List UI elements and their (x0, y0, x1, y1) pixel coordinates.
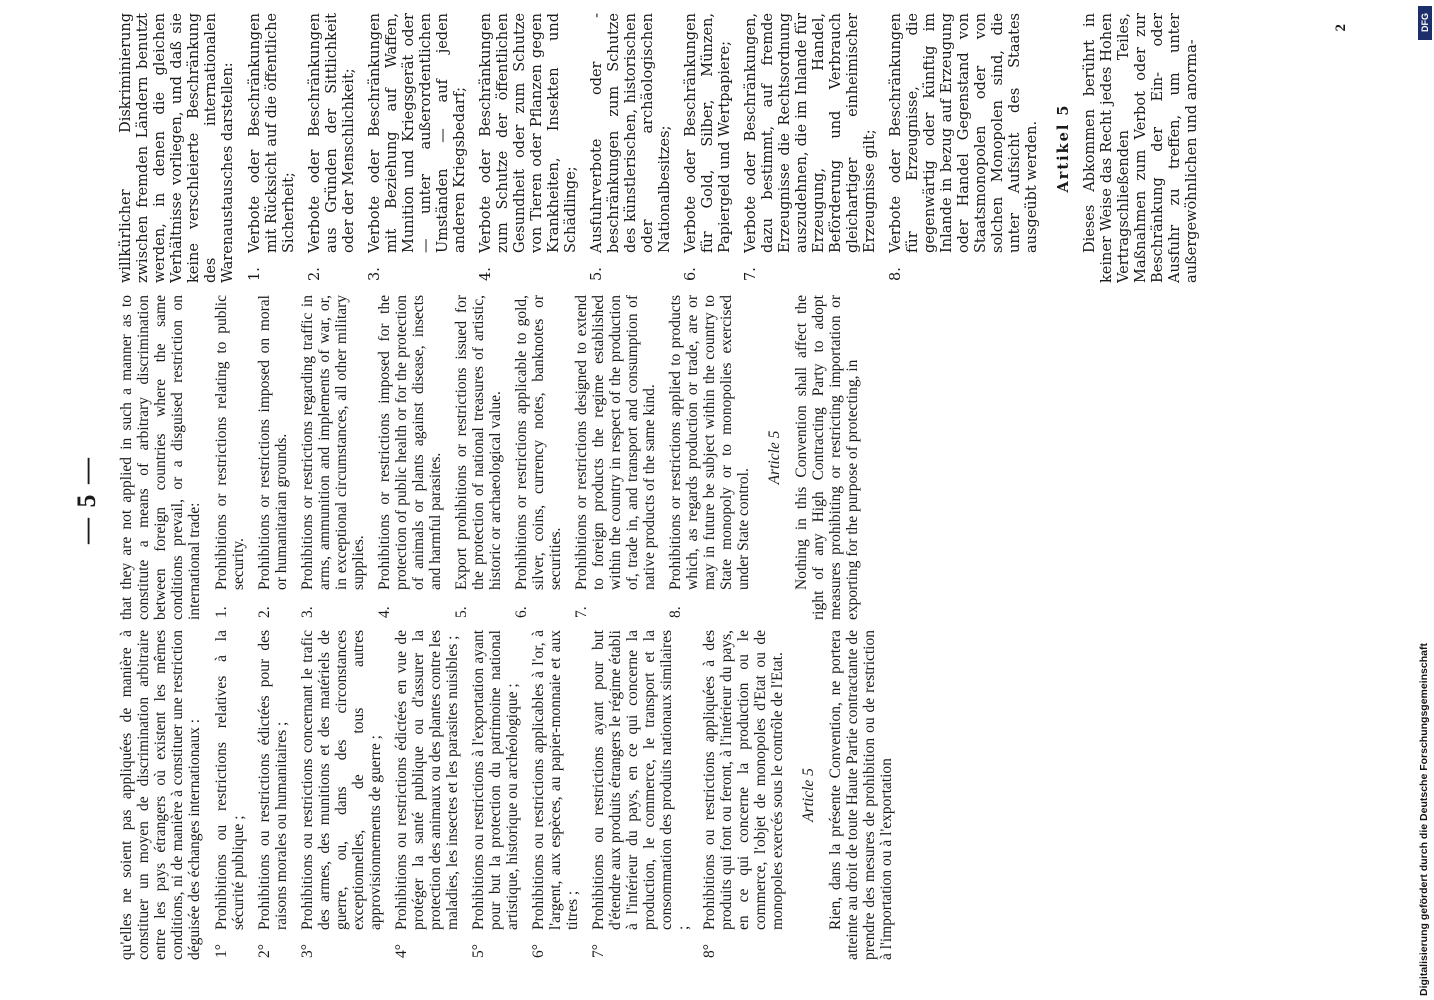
item-number: 7. (743, 267, 759, 281)
english-article-text: Nothing in this Convention shall affect the right of any High Contracting Party to adopt measures prohibiting or restricting importation or exporting for the purpose of protecting, in (793, 295, 861, 620)
item-text: Prohibitions ou restrictions concernant le trafic des armes, des munitions et des matériels de guerre, ou, dans des circonstances exceptionnelles, de tous autres approvisionnements de guerre ; (299, 630, 384, 930)
item-text: Verbote oder Beschränkungen mit Rücksicht auf die öffentliche Sicherheit; (247, 13, 297, 253)
item-text: Verbote oder Beschränkungen, dazu bestimmt, auf fremde Erzeugnisse die Rechtsordnung auszudehnen, die im Inlande für Erzeugung, Handel, Beförderung und Verbrauch gleichartiger einheimischer Erzeugnisse gilt; (743, 13, 878, 253)
german-article-text: Dieses Abkommen berührt in keiner Weise das Recht jedes Hohen Vertragschließenden Teiles, Maßnahmen zum Verbot oder zur Beschränkung der Ein- oder Ausfuhr zu treffen, um unter außergewöhnlichen und anorma- (1082, 13, 1200, 283)
english-column (118, 295, 1330, 620)
item-number: 2° (256, 944, 273, 958)
dfg-logo: DFG (1418, 6, 1432, 40)
item-number: 7° (590, 944, 607, 958)
item-number: 1. (247, 267, 263, 281)
german-item (307, 13, 358, 283)
german-item (683, 13, 734, 283)
item-number: 6. (683, 267, 699, 281)
french-item (470, 630, 521, 960)
item-number: 7. (573, 606, 590, 618)
item-number: 8. (888, 267, 904, 281)
english-items (213, 295, 752, 620)
item-text: Verbote oder Beschränkungen zum Schutze der öffentlichen Gesundheit oder zum Schutze von Tieren oder Pflanzen gegen Krankheiten, Insekten und Schädlinge; (478, 13, 579, 253)
french-item (393, 630, 461, 960)
item-number: 3° (299, 944, 316, 958)
german-item (888, 13, 1041, 283)
item-number: 4. (376, 606, 393, 618)
german-item (247, 13, 298, 283)
english-item (453, 295, 504, 620)
item-text: Verbote oder Beschränkungen aus Gründen der Sittlichkeit oder der Menschlichkeit; (307, 13, 357, 253)
german-item (478, 13, 580, 283)
item-text: Prohibitions ou restrictions édictées en vue de protéger la santé publique ou d'assurer la protection des animaux ou des plantes contre les maladies, les insectes et les parasites nuisibles ; (393, 630, 461, 930)
item-number: 5° (470, 944, 487, 958)
item-number: 8° (701, 944, 718, 958)
item-text: Prohibitions ou restrictions ayant pour but d'étendre aux produits étrangers le régime établi à l'intérieur du pays, en ce qui concerne la production, le commerce, le transport et la consommation des produits nationaux similaires ; (590, 630, 692, 930)
item-number: 8. (667, 606, 684, 618)
item-number: 4. (478, 267, 494, 281)
french-items (213, 630, 786, 960)
item-text: Prohibitions or restrictions applicable to gold, silver, coins, currency notes, banknotes or securities. (513, 295, 564, 590)
digitization-note: Digitalisierung gefördert durch die Deutsche Forschungsgemeinschaft (1418, 643, 1430, 996)
item-text: Prohibitions or restrictions imposed for the protection of public health or for the protection of animals or plants against disease, insects and harmful parasites. (376, 295, 444, 590)
item-text: Verbote oder Beschränkungen für Erzeugnisse, die gegenwärtig oder künftig im Inlande in bezug auf Erzeugung oder Handel Gegenstand von Staatsmonopolen oder von solchen Monopolen sind, die unter Aufsicht des Staates ausgeübt werden. (888, 13, 1040, 253)
german-items (247, 13, 1041, 283)
french-item (701, 630, 786, 960)
french-intro: qu'elles ne soient pas appliquées de manière à constituer un moyen de discrimination arbitraire entre les pays étrangers où existent les mêmes conditions, ni de manière à constituer une restriction déguisée des échanges internationaux : (118, 630, 203, 960)
german-column (118, 13, 1330, 283)
french-item (590, 630, 692, 960)
item-text: Prohibitions ou restrictions appliquées à des produits qui font ou feront, à l'intérieur du pays, en ce qui concerne la production ou le commerce, l'objet de monopoles d'Etat ou de monopoles exercés sous le contrôle de l'Etat. (701, 630, 786, 930)
item-text: Prohibitions ou restrictions applicables à l'or, à l'argent, aux espèces, au papier-monnaie et aux titres ; (530, 630, 581, 930)
item-text: Prohibitions or restrictions applied to products which, as regards production or trade, are or may in future be subject within the country to State monopoly or to monopolies exercised under State control. (667, 295, 752, 590)
french-item (299, 630, 384, 960)
item-number: 5. (589, 267, 605, 281)
english-item (213, 295, 247, 620)
item-number: 2. (307, 267, 323, 281)
item-text: Prohibitions ou restrictions édictées pour des raisons morales ou humanitaires ; (256, 630, 290, 930)
item-number: 3. (299, 606, 316, 618)
digitization-credit (1418, 4, 1432, 996)
item-number: 2. (256, 606, 273, 618)
item-text: Prohibitions ou restrictions relatives à la sécurité publique ; (213, 630, 247, 930)
item-number: 3. (367, 267, 383, 281)
english-item (513, 295, 564, 620)
item-number: 1. (213, 606, 230, 618)
footer-page-number: 2 (1333, 24, 1349, 32)
english-intro: that they are not applied in such a manner as to constitute a means of arbitrary discrimination between foreign countries where the same conditions prevail, or a disguised restriction on international trade: (118, 295, 203, 620)
item-number: 4° (393, 944, 410, 958)
german-article-heading: Artikel 5 (1055, 103, 1072, 193)
french-article-heading: Article 5 (800, 768, 817, 822)
french-column (118, 630, 1330, 960)
item-text: Export prohibitions or restrictions issued for the protection of national treasures of artistic, historic or archaeological value. (453, 295, 504, 590)
item-text: Prohibitions ou restrictions à l'exportation ayant pour but la protection du patrimoine national artistique, historique ou archéologique ; (470, 630, 521, 930)
german-item (367, 13, 469, 283)
english-item (299, 295, 367, 620)
item-number: 6° (530, 944, 547, 958)
item-text: Prohibitions or restrictions imposed on moral or humanitarian grounds. (256, 295, 290, 590)
french-item (530, 630, 581, 960)
item-text: Verbote oder Beschränkungen mit Beziehung auf Waffen, Munition und Kriegsgerät oder — unter außerordentlichen Umständen — auf jeden anderen Kriegsbedarf; (367, 13, 468, 253)
page-number: — 5 — (72, 456, 101, 544)
item-text: Prohibitions or restrictions regarding traffic in arms, ammunition and implements of war, or, in exceptional circumstances, all other military supplies. (299, 295, 367, 590)
item-text: Ausfuhrverbote oder -beschränkungen zum Schutze des künstlerischen, historischen oder archäologischen Nationalbesitzes; (589, 13, 673, 253)
english-article-heading: Article 5 (766, 430, 783, 485)
english-item (667, 295, 752, 620)
item-text: Verbote oder Beschränkungen für Gold, Silber, Münzen, Papiergeld und Wertpapiere; (683, 13, 733, 253)
german-intro: willkürlicher Diskriminierung zwischen fremden Ländern benutzt werden, in denen die gleichen Verhältnisse vorliegen, und daß sie keine verschleierte Beschränkung des internationalen Warenaustausches darstellen: (118, 13, 236, 283)
english-item (376, 295, 444, 620)
item-text: Prohibitions or restrictions relating to public security. (213, 295, 247, 590)
french-article-text: Rien, dans la présente Convention, ne portera atteinte au droit de toute Haute Partie contractante de prendre des mesures de prohibition ou de restriction à l'importation ou à l'exportation (827, 630, 895, 960)
item-number: 1° (213, 944, 230, 958)
item-number: 5. (453, 606, 470, 618)
german-item (743, 13, 879, 283)
german-item (589, 13, 674, 283)
item-text: Prohibitions or restrictions designed to extend to foreign products the regime established within the country in respect of the production of, trade in, and transport and consumption of native products of the same kind. (573, 295, 658, 590)
french-item (256, 630, 290, 960)
item-number: 6. (513, 606, 530, 618)
english-item (256, 295, 290, 620)
french-item (213, 630, 247, 960)
english-item (573, 295, 658, 620)
